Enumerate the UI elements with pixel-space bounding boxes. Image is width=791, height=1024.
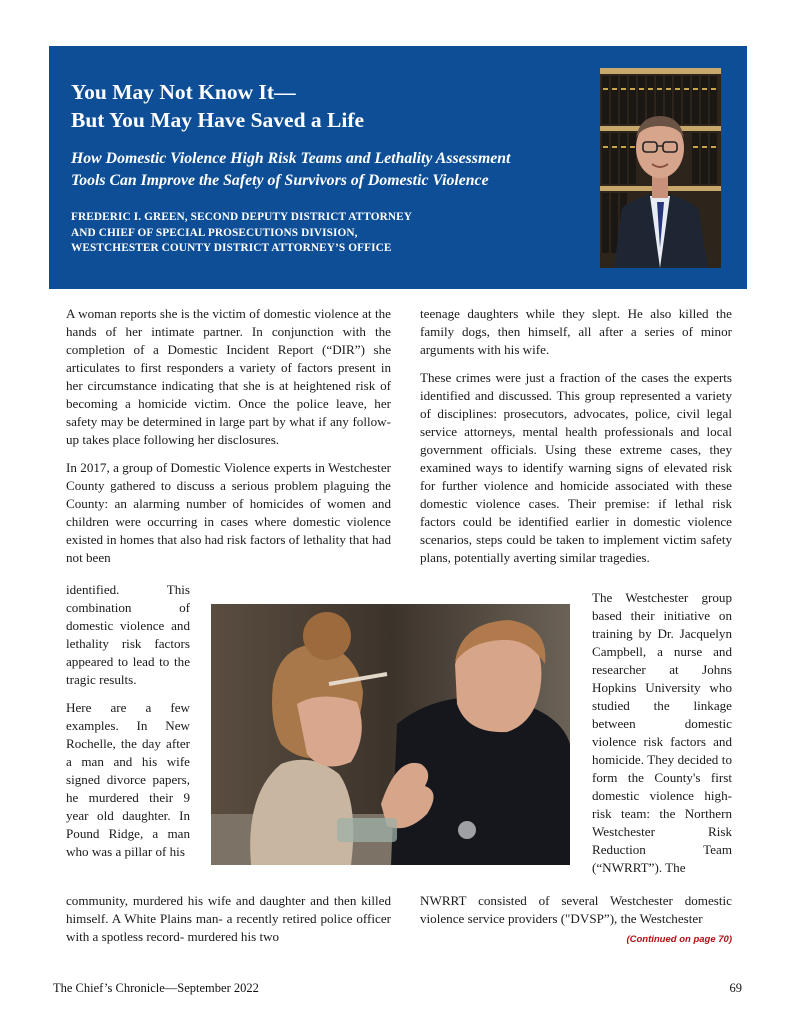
article-bottom-right [420, 892, 732, 928]
article-column-left [66, 305, 391, 577]
footer-publication: The Chief’s Chronicle—September 2022 [53, 981, 259, 995]
author-byline-line-3: WESTCHESTER COUNTY DISTRICT ATTORNEY’S OFFICE [71, 242, 392, 254]
article-wrap-right [592, 589, 732, 877]
paragraph-nwrrt: NWRRT consisted of several Westchester domestic violence service providers ("DVSP”), the Westchester [420, 893, 732, 926]
article-bottom-left [66, 892, 391, 946]
paragraph-crimes-fraction: These crimes were just a fraction of the cases the experts identified and discussed. This group represented a variety of disciplines: prosecutors, advocates, police, civil legal service attorneys, mental health professionals and local government officials. Using these extreme cases, they examined ways to identify warning signs of elevated risk for further violence and homicide associated with these domestic violence cases. Their premise: if lethal risk factors could be identified earlier in domestic violence scenarios, steps could be taken to implement victim safety plans, potentially averting similar tragedies. [420, 370, 732, 565]
article-subtitle [71, 148, 591, 192]
paragraph-community: community, murdered his wife and daughter and then killed himself. A White Plains man- a recently retired police officer with a spotless record- murdered his two [66, 893, 391, 944]
article-column-right [420, 305, 732, 577]
paragraph-examples: Here are a few examples. In New Rochelle, the day after a man and his wife signed divorce papers, he murdered their 9 year old daughter. In Pound Ridge, a man who was a pillar of his [66, 700, 190, 859]
paragraph-2017-group: In 2017, a group of Domestic Violence experts in Westchester County gathered to discuss a serious problem plaguing the County: an alarming number of homicides of women and children were occurring in cases where domestic violence existed in homes that also had risk factors of lethality that had not been [66, 460, 391, 565]
article-title-line-1: You May Not Know It— [71, 80, 296, 104]
paragraph-teenage-daughters: teenage daughters while they slept. He also killed the family dogs, then himself, all after a series of minor arguments with his wife. [420, 306, 732, 357]
author-portrait-illustration [600, 68, 721, 268]
author-byline-line-2: AND CHIEF OF SPECIAL PROSECUTIONS DIVISION, [71, 226, 358, 239]
paragraph-intro: A woman reports she is the victim of domestic violence at the hands of her intimate partner. In conjunction with the completion of a Domestic Incident Report (“DIR”) she articulates to first responders a variety of factors present in her circumstance indicating that she is at heightened risk of becoming a homicide victim. Once the police leave, her safety may be determined in large part by what if any follow-up takes place following her disclosures. [66, 306, 391, 447]
continued-on-note: (Continued on page 70) [626, 934, 732, 945]
author-byline-line-1: FREDERIC I. GREEN, SECOND DEPUTY DISTRICT ATTORNEY [71, 211, 413, 223]
article-title-line-2: But You May Have Saved a Life [71, 108, 365, 132]
article-subtitle-line-2: Tools Can Improve the Safety of Survivors of Domestic Violence [71, 172, 489, 189]
paragraph-westchester-group: The Westchester group based their initiative on training by Dr. Jacquelyn Campbell, a nurse and researcher at Johns Hopkins University who studied the linkage between domestic violence risk factors and homicide. They decided to form the County's first domestic violence high-risk team: the Northern Westchester Risk Reduction Team (“NWRRT”). The [592, 590, 732, 875]
woman-and-officer-illustration [211, 604, 570, 865]
footer-page-number: 69 [729, 981, 742, 995]
article-wrap-left [66, 581, 190, 871]
article-photo [211, 604, 570, 865]
paragraph-identified: identified. This combination of domestic violence and lethality risk factors appeared to lead to the tragic results. [66, 582, 190, 687]
article-subtitle-line-1: How Domestic Violence High Risk Teams and Lethality Assessment [71, 150, 511, 167]
article-header-banner [49, 46, 747, 289]
author-portrait-photo [600, 68, 721, 268]
article-title [71, 78, 571, 134]
author-byline [71, 210, 591, 257]
